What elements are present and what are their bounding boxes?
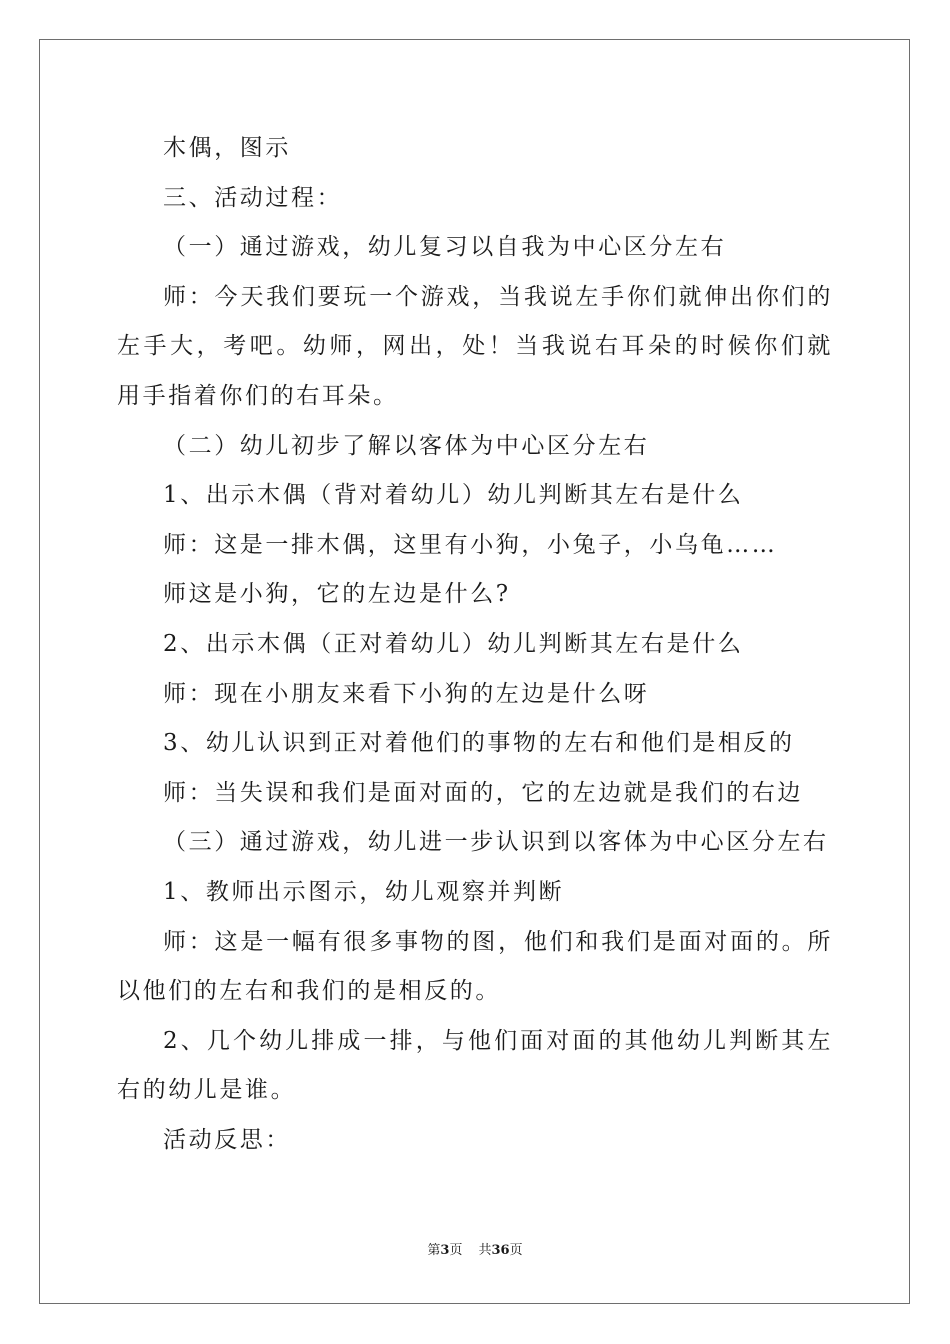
paragraph: 师：今天我们要玩一个游戏，当我说左手你们就伸出你们的左手大，考吧。幼师，网出，处！当我说右耳朵的时候你们就用手指着你们的右耳朵。 — [117, 283, 833, 409]
subsection-heading: （一）通过游戏，幼儿复习以自我为中心区分左右 — [163, 234, 727, 261]
page-current: 3 — [440, 1243, 450, 1258]
paragraph: 师：这是一幅有很多事物的图，他们和我们是面对面的。所以他们的左右和我们的是相反的。 — [117, 928, 833, 1005]
paragraph: 师这是小狗，它的左边是什么? — [163, 581, 511, 608]
total-suffix: 页 — [509, 1243, 523, 1258]
page-prefix: 第 — [427, 1243, 441, 1258]
subsection-heading: （二）幼儿初步了解以客体为中心区分左右 — [163, 432, 650, 459]
total-pages: 36 — [491, 1243, 510, 1258]
page-footer — [0, 1239, 950, 1258]
list-item: 3、幼儿认识到正对着他们的事物的左右和他们是相反的 — [163, 730, 795, 757]
paragraph: 木偶，图示 — [163, 135, 291, 161]
paragraph: 师：这是一排木偶，这里有小狗，小兔子，小乌龟…… — [163, 531, 778, 558]
paragraph: 师：当失误和我们是面对面的，它的左边就是我们的右边 — [163, 779, 803, 806]
list-item: 2、几个幼儿排成一排，与他们面对面的其他幼儿判断其左右的幼儿是谁。 — [117, 1027, 833, 1104]
section-heading: 三、活动过程： — [163, 184, 343, 211]
list-item: 1、出示木偶（背对着幼儿）幼儿判断其左右是什么 — [163, 482, 744, 509]
total-prefix: 共 — [478, 1243, 492, 1258]
list-item: 2、出示木偶（正对着幼儿）幼儿判断其左右是什么 — [163, 630, 744, 657]
document-body — [117, 124, 833, 1165]
paragraph: 师：现在小朋友来看下小狗的左边是什么呀 — [163, 680, 650, 707]
section-heading: 活动反思： — [163, 1126, 291, 1153]
subsection-heading: （三）通过游戏，幼儿进一步认识到以客体为中心区分左右 — [163, 829, 829, 856]
page-suffix: 页 — [449, 1243, 463, 1258]
list-item: 1、教师出示图示，幼儿观察并判断 — [163, 878, 565, 905]
